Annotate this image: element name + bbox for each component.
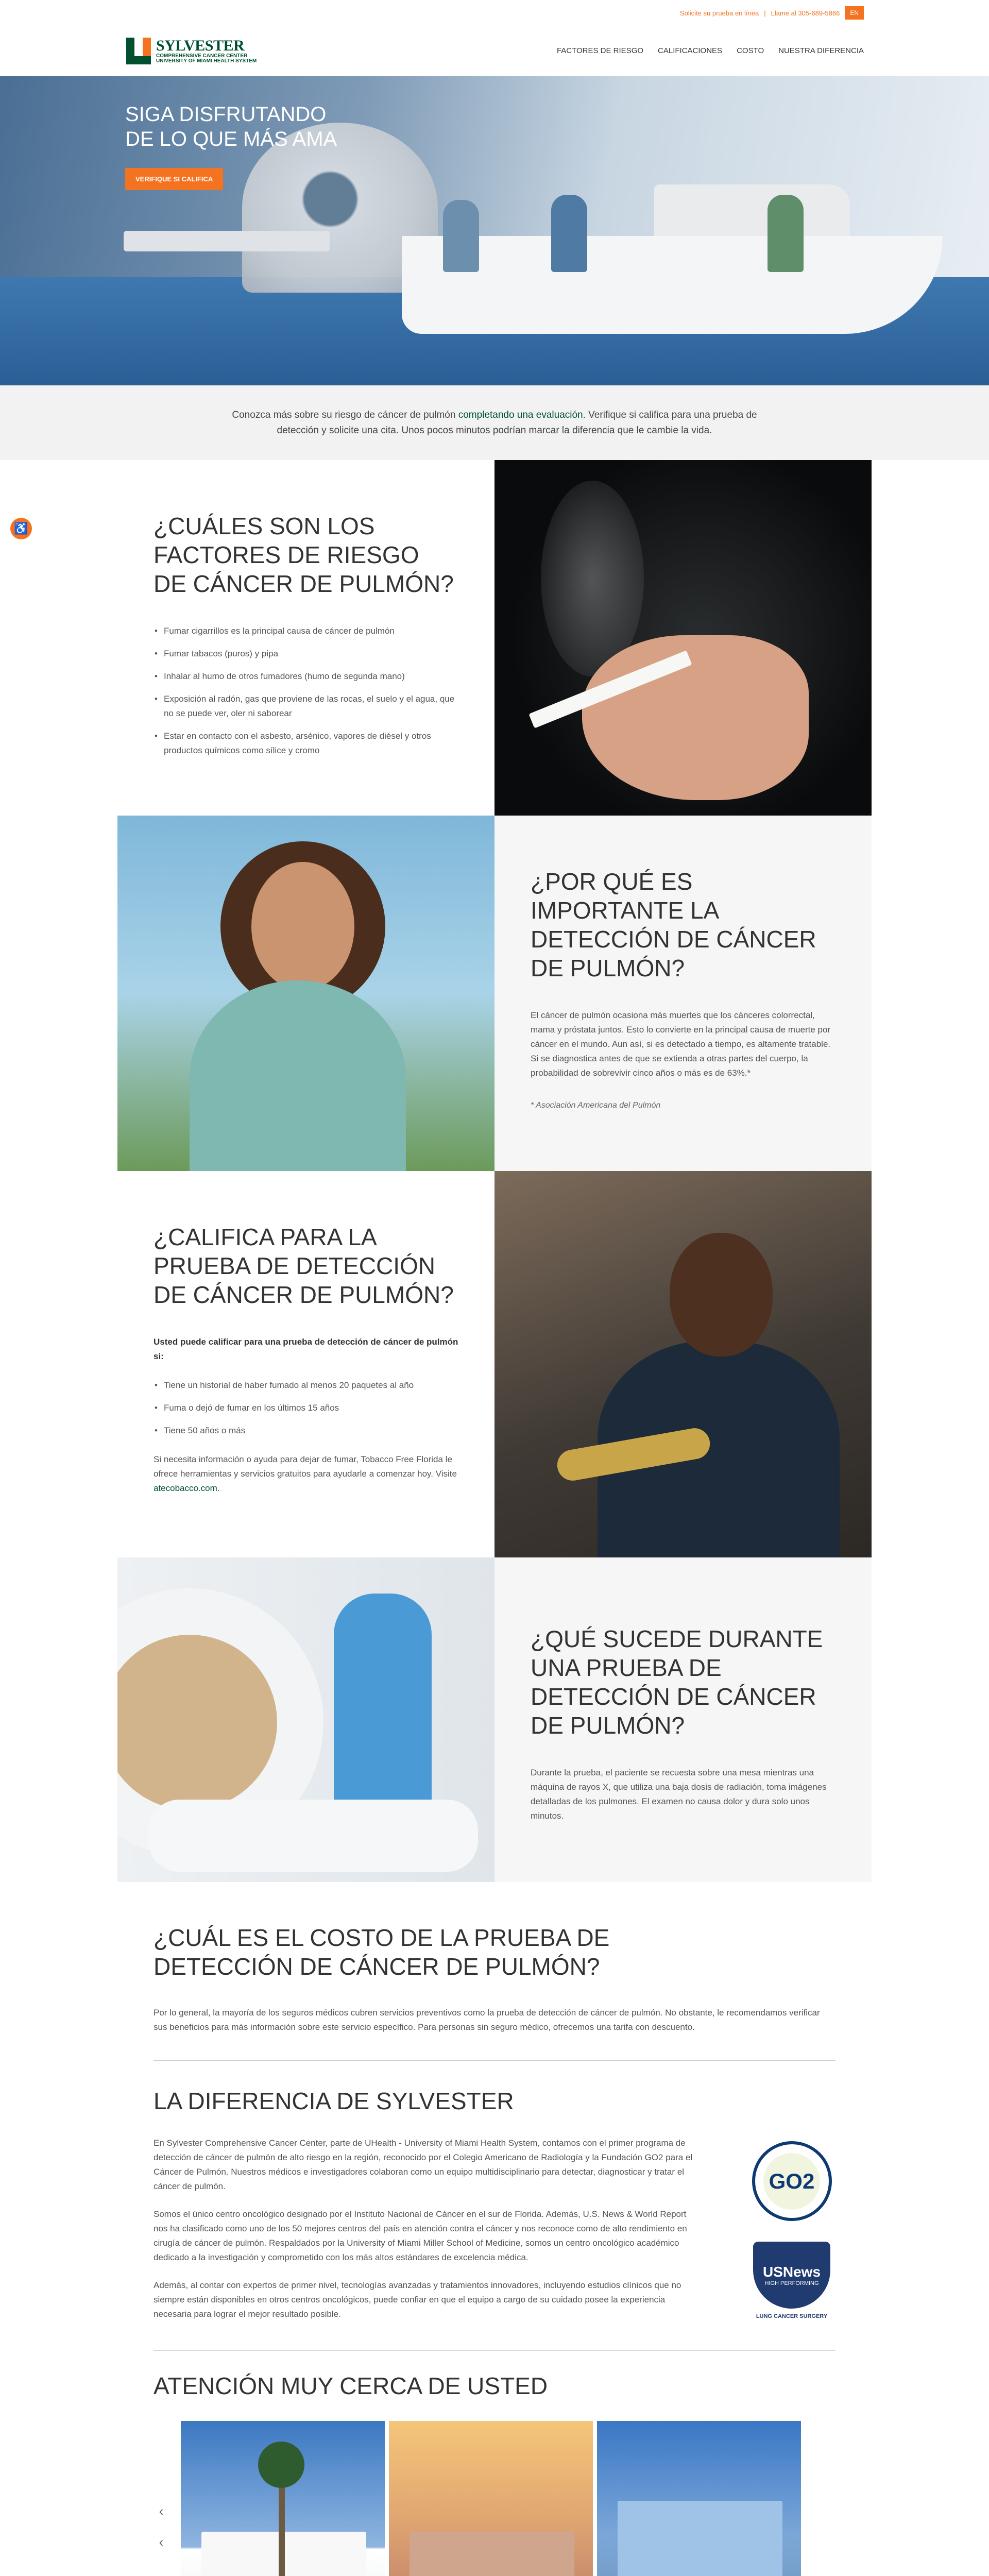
location-card[interactable] [597,2421,801,2576]
locations-title: ATENCIÓN MUY CERCA DE USTED [154,2372,548,2399]
hero-boat-cabin [654,184,850,241]
difference-p3: Además, al contar con expertos de primer nivel, tecnologías avanzadas y tratamientos innovadores, incluyendo estudios clínicos que no siempre están disponibles en otros centros oncológicos, puede confiar en que el equipo a cargo de su cuidado posee la experiencia necesaria para lograr el mejor resultado posible. [154,2280,681,2319]
location-image [181,2421,385,2576]
during-text [494,1557,872,1882]
features-section [117,460,872,1882]
hero-scanner-bed [124,231,330,251]
during-row [117,1557,872,1882]
quit-text: Si necesita información o ayuda para dejar de fumar, Tobacco Free Florida le ofrece herramientas y servicios gratuitos para ayudarle a comenzar hoy. Visite [154,1454,457,1479]
assessment-link[interactable]: completando una evaluación [458,409,583,420]
usnews-label: LUNG CANCER SURGERY [756,2313,828,2319]
difference-section [117,2061,872,2351]
risk-factors-row [117,460,872,816]
location-image [389,2421,593,2576]
list-item: • Tiene 50 años o más [154,1423,458,1438]
why-title: ¿POR QUÉ ES IMPORTANTE LA DETECCIÓN DE CÁNCER DE PULMÓN? [531,868,816,981]
cost-text: Por lo general, la mayoría de los seguros médicos cubren servicios preventivos como la prueba de detección de cáncer de pulmón. No obstante, le recomendamos verificar sus beneficios para más información sobre este servicio específico. Para personas sin seguro médico, ofrecemos una tarifa con descuento. [154,2008,820,2032]
difference-p2: Somos el único centro oncológico designado por el Instituto Nacional de Cáncer en el sur de Florida. Además, U.S. News & World Report nos ha clasificado como uno de los 50 mejores centros del país en atención contra el cáncer y nos reconoce como de alto rendimiento en cirugía de cáncer de pulmón. Respaldados por la University of Miami Miller School of Medicine, somos un centro oncológico académico dedicado a la investigación y comprometido con los más altos estándares de excelencia médica. [154,2209,687,2262]
why-row [117,816,872,1171]
intro-text [227,408,762,438]
usnews-text: USNews [762,2264,821,2280]
main-nav [557,46,864,55]
ct-scan-image [117,1557,494,1882]
list-item: • Inhalar al humo de otros fumadores (humo de segunda mano) [154,669,458,684]
accessibility-icon[interactable]: ♿ [10,518,32,539]
hero-person-2 [551,195,587,272]
why-footnote: * Asociación Americana del Pulmón [531,1101,661,1110]
list-item: • Estar en contacto con el asbesto, arsénico, vapores de diésel y otros productos químicos como sílice y cromo [154,729,458,758]
nav-risk-factors[interactable]: FACTORES DE RIESGO [556,46,644,55]
go2-center-of-excellence-badge [752,2141,832,2221]
qualify-text [117,1171,494,1557]
location-card[interactable] [389,2421,593,2576]
top-bar [0,0,989,26]
usnews-sub: HIGH PERFORMING [764,2280,819,2286]
nav-qualifications[interactable]: CALIFICACIONES [658,46,723,55]
list-item: • Fumar tabacos (puros) y pipa [154,647,458,661]
list-item: • Fuma o dejó de fumar en los últimos 15 años [154,1401,458,1415]
phone-link[interactable]: Llame al 305-689-5866 [771,9,840,17]
carousel-next-icon[interactable]: ‹ [154,2534,169,2550]
nav-our-difference[interactable]: NUESTRA DIFERENCIA [778,46,864,55]
logo-name: SYLVESTER [156,37,245,54]
hero-person-1 [443,200,479,272]
qualify-list [154,1378,458,1438]
qualify-title: ¿CALIFICA PARA LA PRUEBA DE DETECCIÓN DE CÁNCER DE PULMÓN? [154,1224,454,1308]
logo-line3: UNIVERSITY OF MIAMI HEALTH SYSTEM [156,58,257,64]
topbar-separator: | [764,9,766,17]
risk-factors-title: ¿CUÁLES SON LOS FACTORES DE RIESGO DE CÁNCER DE PULMÓN? [154,513,454,597]
why-paragraph: El cáncer de pulmón ocasiona más muertes que los cánceres colorrectal, mama y próstata juntos. Esto lo convierte en la principal causa de muerte por cáncer en el mundo. Aun así, si es detectado a tiempo, es altamente tratable. Si se diagnostica antes de que se extienda a otras partes del cuerpo, la probabilidad de sobrevivir cinco años o más es de 63%.* [531,1010,831,1078]
quit-end: . [217,1483,220,1493]
sylvester-logo[interactable] [125,38,257,64]
hero-title: SIGA DISFRUTANDO DE LO QUE MÁS AMA [125,103,337,150]
list-item: • Tiene un historial de haber fumado al menos 20 paquetes al año [154,1378,458,1393]
u-logo-icon [125,38,152,64]
smoking-image [494,460,872,816]
during-paragraph: Durante la prueba, el paciente se recuesta sobre una mesa mientras una máquina de rayos X, que utiliza una baja dosis de radiación, toma imágenes detalladas de los pulmones. El examen no causa dolor y dura solo unos minutos. [531,1768,827,1821]
risk-factors-list [154,624,458,758]
list-item: • Fumar cigarrillos es la principal causa de cáncer de pulmón [154,624,458,638]
qualify-row [117,1171,872,1557]
locations-section [117,2351,872,2576]
cost-title: ¿CUÁL ES EL COSTO DE LA PRUEBA DE DETECCIÓN DE CÁNCER DE PULMÓN? [154,1924,610,1980]
go2-text: GO2 [769,2168,815,2193]
tobacco-link[interactable]: atecobacco.com [154,1483,217,1493]
carousel-prev-icon[interactable]: ‹ [154,2503,169,2519]
qualify-lead: Usted puede calificar para una prueba de detección de cáncer de pulmón si: [154,1337,458,1361]
logo-line2: COMPREHENSIVE CANCER CENTER [156,53,248,59]
woman-image [117,816,494,1171]
quit-smoking-text [154,1452,458,1496]
list-item: • Exposición al radón, gas que proviene de las rocas, el suelo y el agua, que no se puede ver, oler ni saborear [154,692,458,721]
difference-p1: En Sylvester Comprehensive Cancer Center, parte de UHealth - University of Miami Health System, contamos con el primer programa de detección de cáncer de pulmón de alto riesgo en la región, reconocido por el Colegio Americano de Radiología y la Fundación GO2 para el Cáncer de Pulmón. Nuestros médicos e investigadores colaboran como un equipo multidisciplinario para detectar, diagnosticar y tratar el cáncer de pulmón. [154,2138,693,2191]
language-button[interactable]: EN [845,6,864,20]
cost-section [117,1882,872,2061]
hero-person-3 [768,195,804,272]
during-title: ¿QUÉ SUCEDE DURANTE UNA PRUEBA DE DETECCIÓN DE CÁNCER DE PULMÓN? [531,1625,823,1739]
hero-boat [402,236,943,334]
schedule-link[interactable]: Solicite su prueba en línea [680,9,759,17]
check-eligibility-button[interactable]: VERIFIQUE SI CALIFICA [125,168,223,190]
location-image [597,2421,801,2576]
intro-after: . Verifique si califica para una prueba de detección y solicite una cita. Unos pocos minutos podrían marcar la diferencia que le cambie la vida. [277,409,757,436]
difference-title: LA DIFERENCIA DE SYLVESTER [154,2088,514,2114]
site-header [0,26,989,76]
why-text [494,816,872,1171]
hero-banner [0,76,989,385]
risk-factors-text [117,460,494,816]
intro-strip [0,385,989,460]
man-trumpet-image [494,1171,872,1557]
intro-before: Conozca más sobre su riesgo de cáncer de pulmón [232,409,458,420]
location-card[interactable] [181,2421,385,2576]
usnews-badge [753,2242,830,2320]
nav-cost[interactable]: COSTO [737,46,764,55]
